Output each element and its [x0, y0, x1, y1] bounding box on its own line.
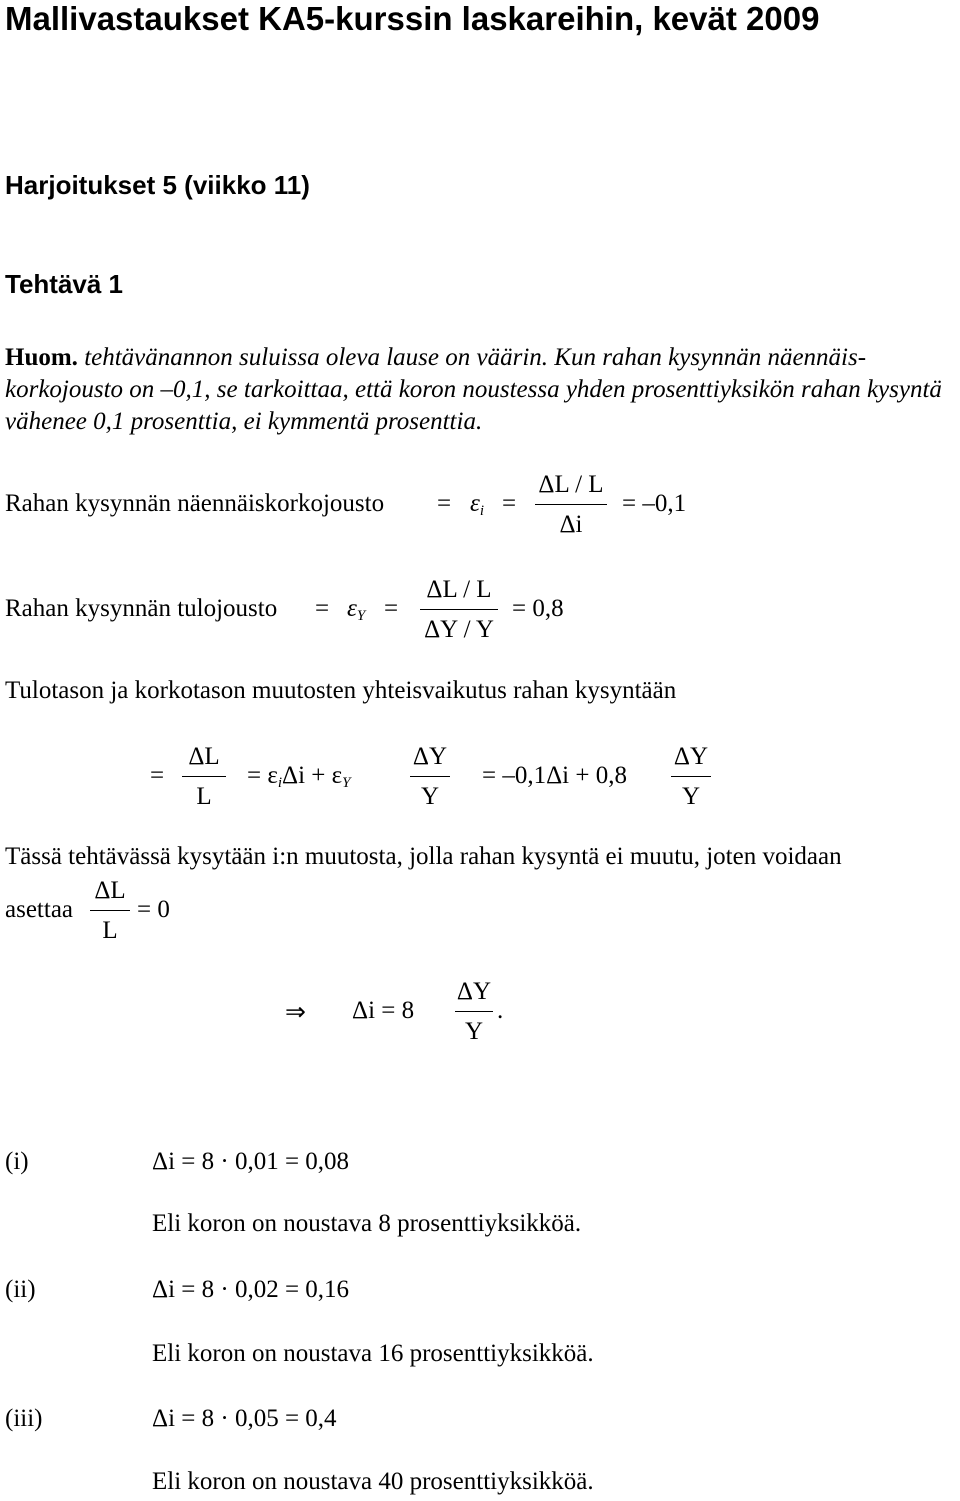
eq2-equals-2: =	[384, 595, 399, 622]
note-paragraph	[5, 342, 960, 438]
fraction-bar	[410, 776, 450, 777]
eq3-fraction-1: ΔL L	[182, 742, 226, 812]
eq3-fraction-3: ΔY Y	[671, 742, 711, 812]
eq3-fraction-2: ΔY Y	[410, 742, 450, 812]
eq2-fraction	[420, 575, 498, 645]
sentence-question: Tässä tehtävässä kysytään i:n muutosta, jolla rahan kysyntä ei muutu, joten voidaan	[5, 843, 842, 870]
case-conclusion: Eli koron on noustava 40 prosenttiyksikköä.	[152, 1468, 594, 1495]
note-bold: Huom.	[5, 344, 78, 371]
eq2-epsilon: $\varepsilon_Y$	[347, 595, 366, 624]
eq1-result: = –0,1	[622, 490, 687, 517]
note-text: tehtävänannon suluissa oleva lause on väärin. Kun rahan kysynnän näennäis-korkojousto on –0,1, se tarkoittaa, että koron noustessa yhden prosenttiyksikön rahan kysyntä vähenee 0,1 prosenttia, ei kymmentä prosenttia.	[5, 344, 942, 435]
fraction-bar	[455, 1011, 493, 1012]
fraction-bar	[535, 504, 607, 505]
asettaa-fraction: ΔL L	[90, 876, 130, 946]
task-heading: Tehtävä 1	[5, 269, 124, 299]
eq1-equals: =	[437, 490, 452, 517]
fraction-bar	[182, 776, 226, 777]
eq3-middle: = $\varepsilon_i\Delta i + \varepsilon_Y$	[247, 762, 351, 791]
eq3-equals: =	[150, 762, 165, 789]
eq1-numerator: ΔL / L	[538, 471, 604, 498]
document-title: Mallivastaukset KA5-kurssin laskareihin, kevät 2009	[5, 0, 820, 37]
asettaa-result: = 0	[137, 896, 170, 923]
eq1-denominator: Δi	[559, 511, 583, 538]
case-conclusion: Eli koron on noustava 8 prosenttiyksikköä.	[152, 1210, 582, 1237]
eq1-fraction	[535, 470, 607, 540]
fraction-bar	[671, 776, 711, 777]
eq3-middle-2: = –0,1Δi + 0,8	[482, 762, 627, 789]
eq2-denominator: ΔY / Y	[424, 616, 494, 643]
implication-fraction: ΔY Y	[456, 978, 492, 1045]
eq1-equals-2: =	[502, 490, 517, 517]
eq1-label: Rahan kysynnän näennäiskorkojousto	[5, 490, 385, 517]
case-conclusion: Eli koron on noustava 16 prosenttiyksikköä.	[152, 1340, 594, 1367]
asettaa-label: asettaa	[5, 896, 74, 923]
fraction-bar	[420, 609, 498, 610]
implication-lhs: Δi = 8	[352, 997, 415, 1024]
case-formula: Δi = 8 · 0,05 = 0,4	[152, 1405, 337, 1432]
sentence-combined-effect: Tulotason ja korkotason muutosten yhteisvaikutus rahan kysyntään	[5, 677, 677, 704]
case-formula: Δi = 8 · 0,01 = 0,08	[152, 1148, 350, 1175]
fraction-bar	[90, 910, 130, 911]
implies-arrow: ⇒	[285, 999, 306, 1026]
case-label: (ii)	[5, 1276, 36, 1303]
eq1-epsilon: $\varepsilon_i$	[470, 490, 485, 519]
eq2-result: = 0,8	[512, 595, 564, 622]
eq2-numerator: ΔL / L	[426, 576, 492, 603]
section-heading: Harjoitukset 5 (viikko 11)	[5, 170, 310, 200]
case-label: (i)	[5, 1148, 29, 1175]
implication-end: .	[497, 997, 504, 1024]
eq2-equals: =	[315, 595, 330, 622]
eq2-label: Rahan kysynnän tulojousto	[5, 595, 278, 622]
case-formula: Δi = 8 · 0,02 = 0,16	[152, 1276, 350, 1303]
case-label: (iii)	[5, 1405, 43, 1432]
